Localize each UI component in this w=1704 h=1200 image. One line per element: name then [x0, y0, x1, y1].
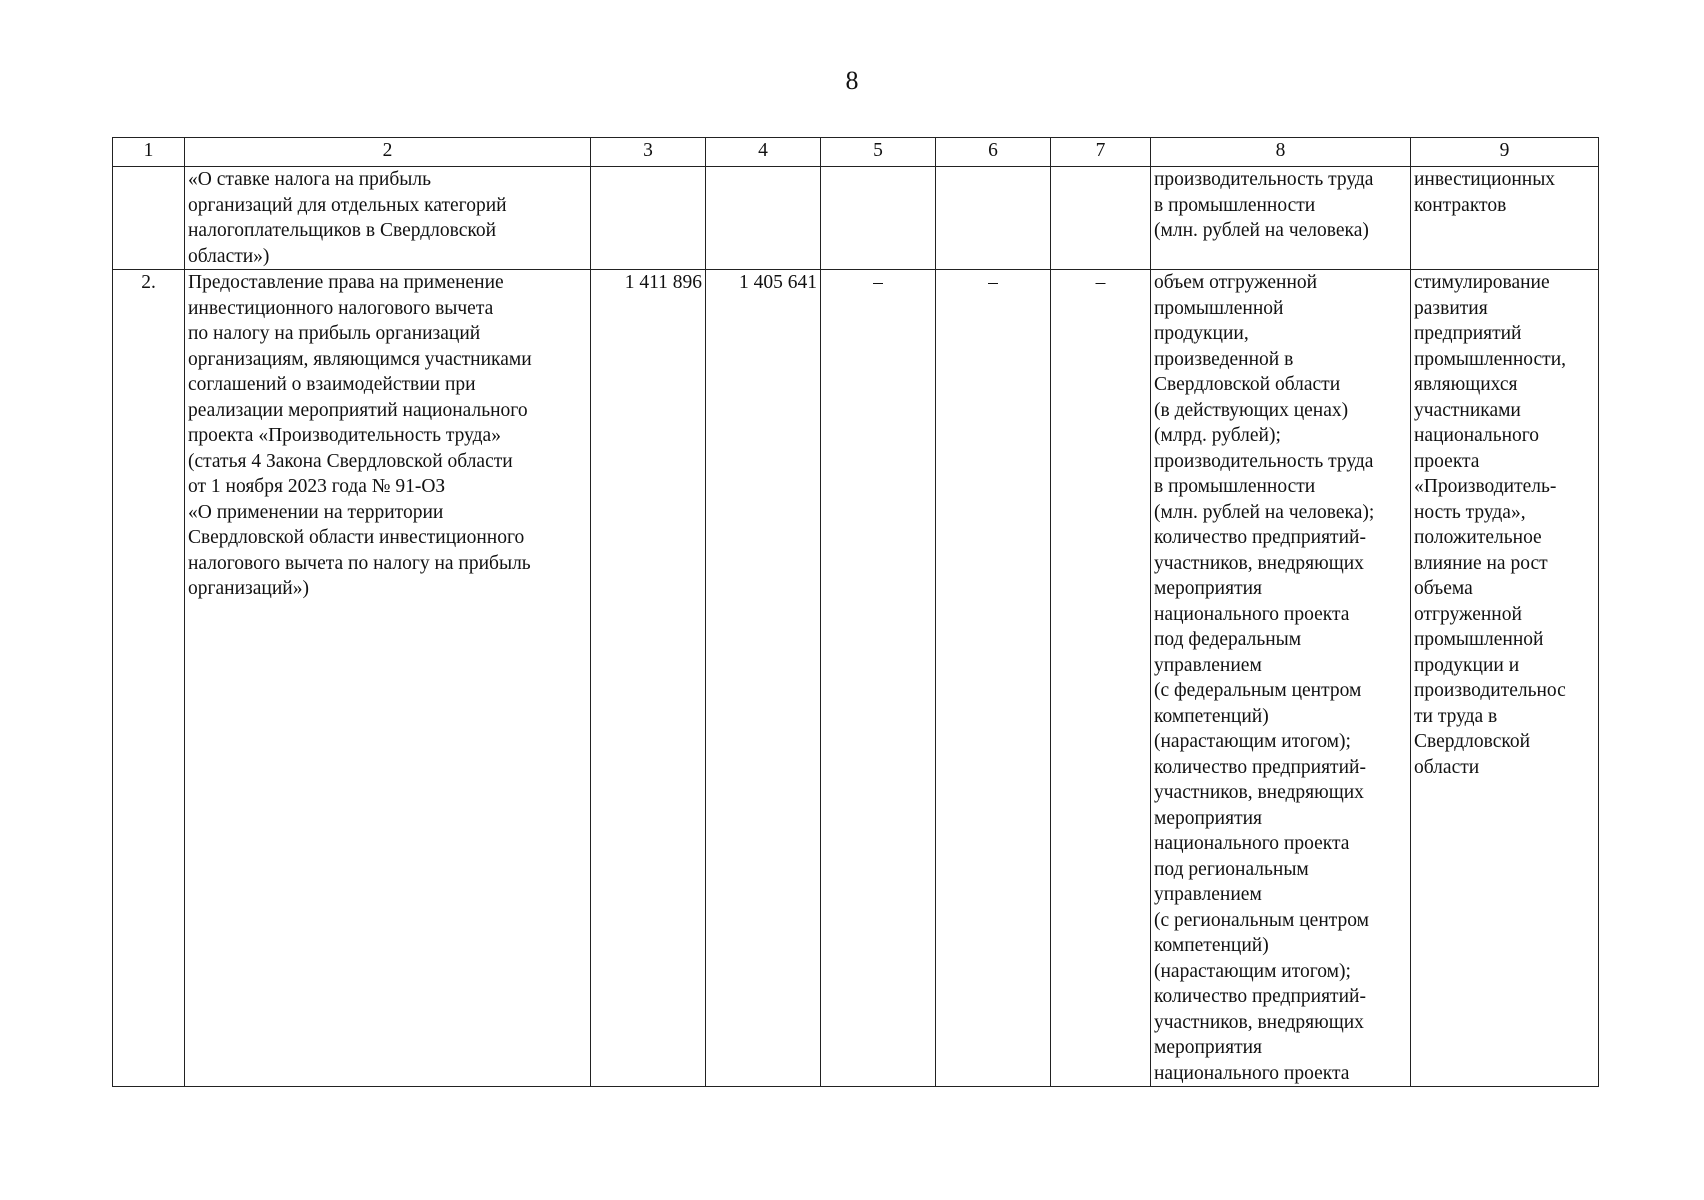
table-row	[113, 167, 1599, 270]
goals-cell	[1411, 167, 1599, 270]
indicators-cell	[1151, 167, 1411, 270]
page-number: 8	[845, 66, 859, 95]
header-col-9: 9	[1411, 138, 1599, 167]
header-col-8: 8	[1151, 138, 1411, 167]
measure-name-cell	[185, 270, 591, 1087]
value-cell-col6	[936, 167, 1051, 270]
measure-name-cell	[185, 167, 591, 270]
header-col-5: 5	[821, 138, 936, 167]
header-col-4: 4	[706, 138, 821, 167]
indicators-text: объем отгруженной промышленной продукции, произведенной в Свердловской области (в действующих ценах) (млрд. рублей); производительность труда в промышленности (млн. рублей на человека); количество предприятий- участников, внедряющих мероприятия национального проекта под федеральным управлением (с федеральным центром компетенций) (нарастающим итогом); количество предприятий- участников, внедряющих мероприятия национального проекта под региональным управлением (с региональным центром компетенций) (нарастающим итогом); количество предприятий- участников, внедряющих мероприятия национального проекта	[1154, 272, 1375, 1084]
header-col-1: 1	[113, 138, 185, 167]
row-number-cell: 2.	[113, 270, 185, 1087]
value-cell-col6: –	[936, 270, 1051, 1087]
table-row	[113, 270, 1599, 1087]
table-header-row	[113, 138, 1599, 167]
header-col-2: 2	[185, 138, 591, 167]
indicators-text: производительность труда в промышленности (млн. рублей на человека)	[1154, 169, 1374, 241]
value-cell-col7: –	[1051, 270, 1151, 1087]
indicators-cell	[1151, 270, 1411, 1087]
value-cell-col5	[821, 167, 936, 270]
value-cell-col4	[706, 167, 821, 270]
row-number-cell	[113, 167, 185, 270]
benefits-table	[112, 137, 1599, 1087]
measure-name-text: «О ставке налога на прибыль организаций для отдельных категорий налогоплательщиков в Свердловской области»)	[188, 169, 507, 267]
header-col-6: 6	[936, 138, 1051, 167]
measure-name-text: Предоставление права на применение инвестиционного налогового вычета по налогу на прибыль организаций организациям, являющимся участниками соглашений о взаимодействии при реализации мероприятий национального проекта «Производительность труда» (статья 4 Закона Свердловской области от 1 ноября 2023 года № 91-ОЗ «О применении на территории Свердловской области инвестиционного налогового вычета по налогу на прибыль организаций»)	[188, 272, 532, 599]
goals-cell	[1411, 270, 1599, 1087]
value-cell-col3: 1 411 896	[591, 270, 706, 1087]
value-cell-col3	[591, 167, 706, 270]
goals-text: инвестиционных контрактов	[1414, 169, 1556, 216]
header-col-3: 3	[591, 138, 706, 167]
value-cell-col7	[1051, 167, 1151, 270]
value-cell-col4: 1 405 641	[706, 270, 821, 1087]
value-cell-col5: –	[821, 270, 936, 1087]
goals-text: стимулирование развития предприятий промышленности, являющихся участниками национального проекта «Производитель- ность труда», положительное влияние на рост объема отгруженной промышленной продукции и производительнос ти труда в Свердловской области	[1414, 272, 1567, 778]
header-col-7: 7	[1051, 138, 1151, 167]
